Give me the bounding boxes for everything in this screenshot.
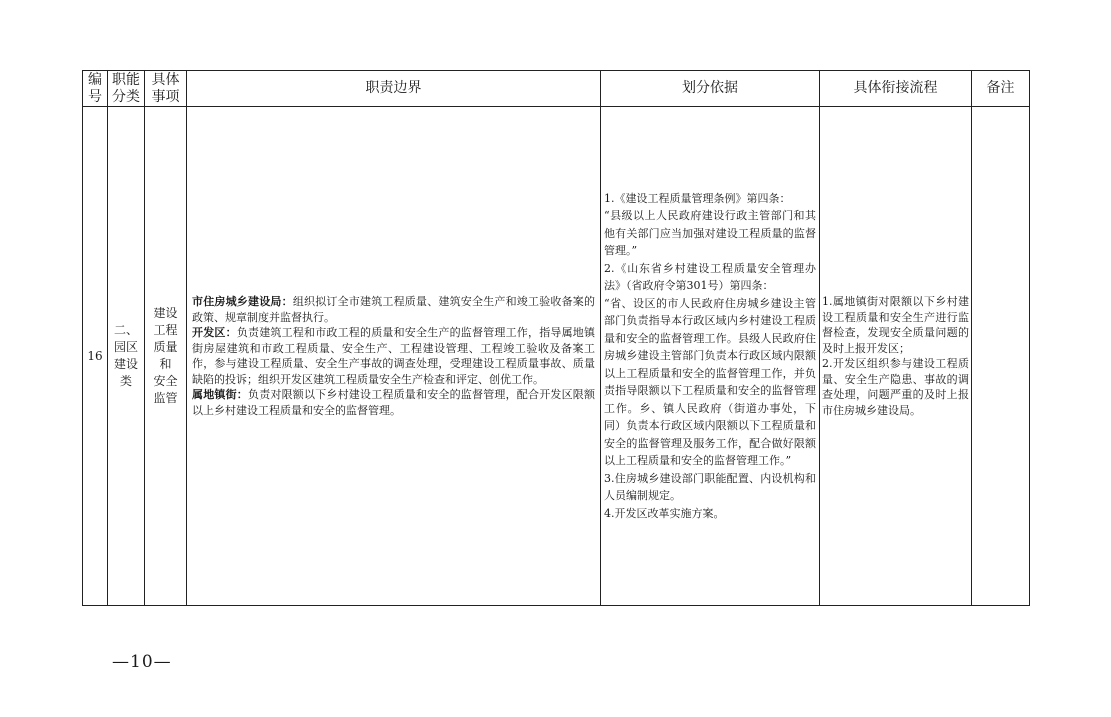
item-line: 质量 (153, 340, 178, 354)
responsibility-table (82, 70, 1030, 606)
category-line: 二、 (113, 323, 138, 337)
header-row (83, 71, 1030, 107)
row-item (145, 107, 187, 606)
basis-paragraph: 1.《建设工程质量管理条例》第四条： (604, 191, 791, 205)
header-number-line2: 号 (88, 88, 102, 105)
header-category (108, 71, 145, 107)
header-category-line2: 分类 (112, 88, 140, 105)
duty-paragraph (192, 325, 595, 387)
basis-paragraph: 4.开发区改革实施方案。 (604, 506, 725, 520)
header-category-line1: 职能 (112, 71, 140, 88)
duty-label: 属地镇街： (192, 388, 248, 401)
category-line: 建设 (113, 357, 138, 371)
category-line: 园区 (113, 340, 138, 354)
basis-paragraph: 2.《山东省乡村建设工程质量安全管理办法》（省政府令第301号）第四条： (604, 261, 816, 293)
header-item-line1: 具体 (151, 71, 180, 88)
header-number-line1: 编 (88, 71, 102, 88)
item-line: 和 (159, 357, 172, 371)
duty-paragraph (192, 387, 595, 418)
basis-paragraph: “省、设区的市人民政府住房城乡建设主管部门负责指导本行政区域内乡村建设工程质量和安全的监督管理工作。县级人民政府住房城乡建设主管部门负责本行政区域内限额以上工程质量和安全的监督管理工作，并负责指导限额以下工程质量和安全的监督管理工作。乡、镇人民政府（街道办事处，下同）负责本行政区域内限额以下工程质量和安全的监督管理及服务工作，配合做好限额以上工程质量和安全的监督管理工作。” (604, 296, 816, 468)
basis-cell (601, 107, 820, 606)
table-row (83, 107, 1030, 606)
category-line: 类 (119, 374, 132, 388)
duty-label: 市住房城乡建设局： (192, 295, 293, 308)
header-item-line2: 事项 (151, 88, 180, 105)
duty-cell (187, 107, 601, 606)
header-remark: 备注 (972, 71, 1030, 107)
basis-paragraph: 3.住房城乡建设部门职能配置、内设机构和人员编制规定。 (604, 471, 816, 503)
header-item (145, 71, 187, 107)
item-line: 安全 (153, 374, 178, 388)
flow-cell (820, 107, 972, 606)
item-line: 工程 (153, 323, 178, 337)
duty-text: 负责对限额以下乡村建设工程质量和安全的监督管理，配合开发区限额以上乡村建设工程质量和安全的监督管理。 (192, 388, 595, 417)
flow-paragraph: 1.属地镇街对限额以下乡村建设工程质量和安全生产进行监督检查，发现安全质量问题的及时上报开发区； (822, 295, 969, 355)
header-basis: 划分依据 (601, 71, 820, 107)
basis-paragraph: “县级以上人民政府建设行政主管部门和其他有关部门应当加强对建设工程质量的监督管理。” (604, 209, 816, 258)
duty-text: 负责建筑工程和市政工程的质量和安全生产的监督管理工作，指导属地镇街房屋建筑和市政工程质量、安全生产、工程建设管理、工程竣工验收及备案工作，参与建设工程质量、安全生产事故的调查处理，受理建设工程质量事故、质量缺陷的投诉；组织开发区建筑工程质量安全生产检查和评定、创优工作。 (192, 326, 596, 386)
remark-cell (972, 107, 1030, 606)
duty-text: 组织拟订全市建筑工程质量、建筑安全生产和竣工验收备案的政策、规章制度并监督执行。 (192, 295, 596, 324)
duty-label: 开发区： (192, 326, 237, 339)
page-number: —10— (112, 652, 172, 672)
header-number (83, 71, 108, 107)
row-category (108, 107, 145, 606)
item-line: 监管 (153, 391, 178, 405)
header-duty: 职责边界 (187, 71, 601, 107)
header-flow: 具体衔接流程 (820, 71, 972, 107)
row-number: 16 (83, 107, 108, 606)
flow-paragraph: 2.开发区组织参与建设工程质量、安全生产隐患、事故的调查处理，问题严重的及时上报市住房城乡建设局。 (822, 357, 969, 417)
duty-paragraph (192, 294, 595, 325)
item-line: 建设 (153, 306, 178, 320)
